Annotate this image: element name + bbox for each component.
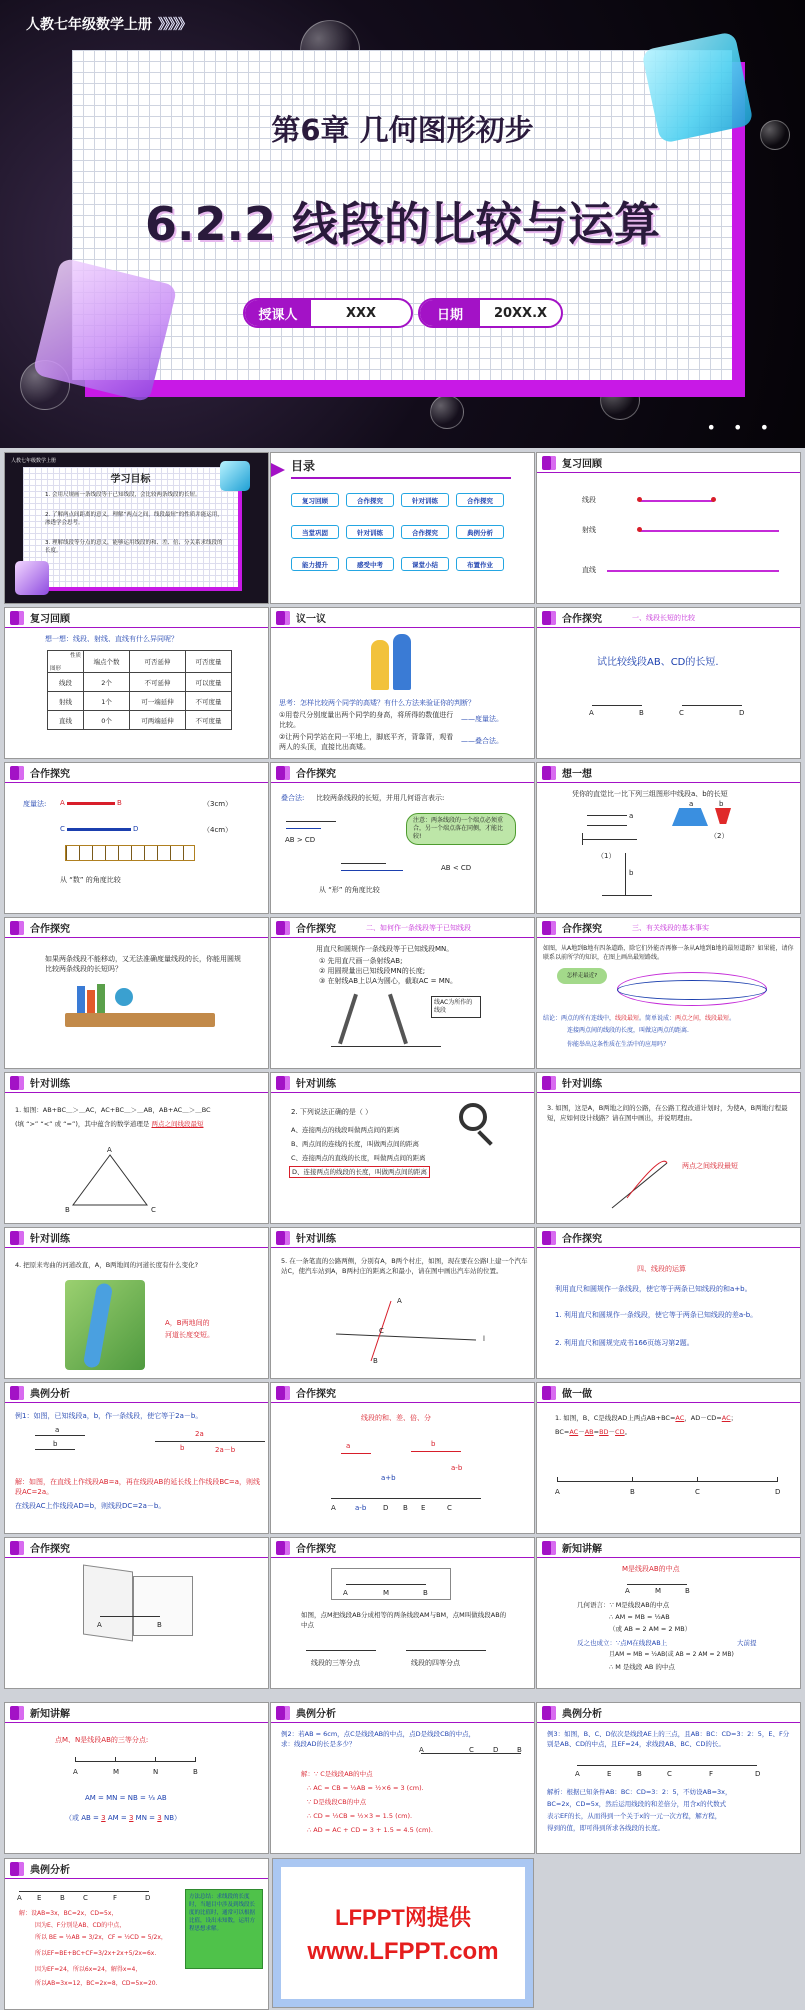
section-title: 四、线段的运算 <box>637 1265 686 1273</box>
header-marker-icon <box>542 1231 556 1245</box>
header-marker-icon <box>10 1386 24 1400</box>
task-1: 1. 利用直尺和圆规作一条线段，使它等于两条已知线段的差a-b。 <box>555 1311 758 1319</box>
teacher-value: XXX <box>345 305 377 321</box>
point-label: C <box>695 1488 700 1496</box>
solution-3: 所以 BE = ½AB = 3/2x，CF = ½CD = 5/2x， <box>35 1934 167 1941</box>
slide-title: 针对训练 <box>296 1079 336 1090</box>
header-marker-icon <box>10 611 24 625</box>
slide-title: 合作探究 <box>296 924 336 935</box>
table-row: 射线 1个 可一端延伸 不可度量 <box>48 692 232 711</box>
label-a: a <box>629 812 634 820</box>
slide-title: 新知讲解 <box>30 1709 70 1720</box>
point-label: D <box>133 825 139 833</box>
solution-1: 解：∵ C是线段AB的中点 <box>301 1770 373 1778</box>
point-label: B <box>517 1746 522 1754</box>
slide-measure-method[interactable] <box>4 762 269 914</box>
label-a-plus-b: a+b <box>381 1474 396 1482</box>
point-label: a-b <box>355 1504 367 1512</box>
point-label: A <box>331 1504 336 1512</box>
label-ray: 射线 <box>582 526 596 534</box>
formula-2: （或 AB = 3 AM = 3 MN = 3 NB） <box>65 1814 182 1822</box>
road-figure <box>607 1143 707 1213</box>
formula-1: 几何语言：∵ M是线段AB的中点 <box>577 1601 670 1609</box>
point-label: B <box>117 799 122 807</box>
conclusion: 结论：两点的所有连线中，线段最短。简单说成：两点之间，线段最短。 <box>543 1015 736 1022</box>
slide-trisection[interactable] <box>4 1702 269 1854</box>
answer-line-2: 河道长度变短。 <box>165 1331 214 1339</box>
point-label: A <box>625 1587 630 1595</box>
length-value: （3cm） <box>203 800 233 808</box>
toc-item[interactable]: 合作探究 <box>401 525 449 539</box>
question: 例1：如图，已知线段a，b，作一条线段，使它等于2a－b。 <box>15 1412 203 1420</box>
table-corner-top: 性质 <box>69 653 81 659</box>
slide-title: 合作探究 <box>30 924 70 935</box>
header-marker-icon <box>10 1862 24 1876</box>
toc-item[interactable]: 布置作业 <box>456 557 504 571</box>
header-marker-icon <box>542 1076 556 1090</box>
slide-practice-1[interactable] <box>4 1072 269 1224</box>
date-label: 日期 <box>420 300 480 326</box>
question: 如果两条线段不能移动，又无法准确度量线段的长，你能用圆规比较两条线段的长短吗？ <box>45 955 241 973</box>
header-marker-icon <box>10 1706 24 1720</box>
label-a: a <box>55 1426 60 1434</box>
compass-icon <box>338 994 358 1045</box>
question: 2. 下列说法正确的是（ ） <box>291 1108 373 1116</box>
header-marker-icon <box>276 766 290 780</box>
slide-sum-diff[interactable] <box>270 1382 535 1534</box>
header-marker-icon <box>10 1541 24 1555</box>
point-label: M <box>383 1589 390 1597</box>
point-label: A <box>17 1894 22 1902</box>
cube-icon <box>15 561 49 595</box>
question-line-2: (填 “>” “<” 或 “=”)，其中蕴含的数学道理是 两点之间线段最短 <box>15 1120 204 1128</box>
footer-slide[interactable] <box>272 1858 534 2008</box>
answer-1: ①用卷尺分别度量出两个同学的身高，将所得的数值进行比较。 <box>279 711 454 729</box>
desk-icon <box>65 1013 215 1027</box>
header-marker-icon <box>276 921 290 935</box>
point-label: B <box>193 1768 198 1776</box>
table-row: 线段 2个 不可延伸 可以度量 <box>48 673 232 692</box>
slide-title: 典例分析 <box>562 1709 602 1720</box>
step-1: ① 先用直尺画一条射线AB; <box>319 957 403 965</box>
header-marker-icon <box>10 921 24 935</box>
arrow-icon <box>271 463 285 477</box>
question: 想一想：线段、射线、直线有什么异同呢？ <box>45 635 178 643</box>
label-b: b <box>629 869 634 877</box>
question: 5. 在一条笔直的公路两侧，分别有A，B两个村庄，如图，现在要在公路l上建一个汽车站C，使汽车站到A，B两村庄的距离之和最小，请在图中画出汽车站的位置。 <box>281 1257 528 1275</box>
properties-table <box>47 650 232 730</box>
exercise-line-2: BC=AC－AB=BD－CD。 <box>555 1428 632 1436</box>
student-icon <box>393 634 411 690</box>
point-label: A <box>343 1589 348 1597</box>
slide-title: 合作探究 <box>296 1389 336 1400</box>
label-2a: 2a <box>195 1430 204 1438</box>
toc-item[interactable]: 课堂小结 <box>401 557 449 571</box>
point-label: A <box>107 1146 112 1154</box>
instruction: 试比较线段AB、CD的长短. <box>597 657 719 668</box>
magnifier-icon <box>459 1103 487 1131</box>
slide-review-table[interactable] <box>4 607 269 759</box>
point-label: B <box>157 1621 162 1629</box>
slide-title: 新知讲解 <box>562 1544 602 1555</box>
slide-compass-question[interactable] <box>4 917 269 1069</box>
slide-title: 典例分析 <box>296 1709 336 1720</box>
slide-title: 做一做 <box>562 1389 592 1400</box>
label-a-minus-b: a-b <box>451 1464 463 1472</box>
label-a: a <box>346 1442 351 1450</box>
slide-segment-operations[interactable] <box>536 1227 801 1379</box>
point-label: D <box>145 1894 151 1902</box>
solution-1: 解：如图，在直线上作线段AB=a，再在线段AB的延长线上作线段BC=a，则线段AC=2a。 <box>15 1478 261 1496</box>
slide-title: 合作探究 <box>30 1544 70 1555</box>
point-label: B <box>637 1770 642 1778</box>
header-marker-icon <box>542 1386 556 1400</box>
analysis-1: 解析：根据已知条件AB：BC：CD=3：2：5，不妨设AB=3x， <box>547 1788 732 1796</box>
header-marker-icon <box>10 1231 24 1245</box>
slide-example-2[interactable] <box>270 1702 535 1854</box>
slide-basic-fact[interactable] <box>536 917 801 1069</box>
chevrons-icon: 》》》》》 <box>158 17 190 33</box>
slide-title: 针对训练 <box>296 1234 336 1245</box>
line-label: l <box>483 1335 485 1343</box>
length-value: （4cm） <box>203 826 233 834</box>
converse-1: 反之也成立：∵点M在线段AB上 <box>577 1639 668 1647</box>
formula-1: AM = MN = NB = ⅓ AB <box>85 1794 167 1802</box>
lesson-title: 6.2.2 线段的比较与运算 <box>145 197 660 251</box>
goal-3: 3. 理解线段等分点的意义，能够运用线段的和、差、倍、分关系求线段的长度。 <box>45 540 223 554</box>
formula-2: ∴ AM = MB = ½AB <box>609 1613 670 1621</box>
slide-discuss[interactable] <box>270 607 535 759</box>
slide-intuition[interactable] <box>536 762 801 914</box>
trapezoid-icon <box>672 808 708 826</box>
point-label: D <box>775 1488 781 1496</box>
slide-title: 合作探究 <box>296 1544 336 1555</box>
slide-title: 合作探究 <box>296 769 336 780</box>
method-summary: 方法总结：求线段的长度时，当题目中涉及到线段长度的比值时，通常可以根据比值，设出未知数，运用方程思想求解。 <box>185 1889 263 1969</box>
caption-1: （1） <box>597 852 616 860</box>
point-label: C <box>679 709 684 717</box>
step-3: ③ 在射线AB上以A为圆心，截取AC = MN。 <box>319 977 458 985</box>
slide-compare-segments[interactable] <box>536 607 801 759</box>
chapter-title: 第6章 几何图形初步 <box>271 113 534 147</box>
paper-icon <box>83 1564 133 1641</box>
thought-bubble: 怎样走最近? <box>557 968 607 984</box>
caption-trisection: 线段的三等分点 <box>311 1659 360 1667</box>
date-value: 20XX.X <box>493 305 548 321</box>
label-line: 直线 <box>582 566 596 574</box>
slide-title: 针对训练 <box>30 1234 70 1245</box>
slide-fold[interactable] <box>4 1537 269 1689</box>
header-marker-icon <box>542 1541 556 1555</box>
point-label: B <box>60 1894 65 1902</box>
slide-practice-5[interactable] <box>270 1227 535 1379</box>
caption-2: （2） <box>710 832 729 840</box>
slide-title: 针对训练 <box>30 1079 70 1090</box>
step-2: ② 用圆规量出已知线段MN的长度; <box>319 967 426 975</box>
header-marker-icon <box>276 1541 290 1555</box>
point-label: B <box>65 1206 70 1214</box>
point-label: B <box>639 709 644 717</box>
premise-label: 大前提 <box>737 1639 757 1647</box>
toc-title: 目录 <box>291 459 316 473</box>
table-header: 可否度量 <box>185 651 231 673</box>
question: 3. 如图，这是A，B两地之间的公路，在公路工程改道计划时，为使A，B两地行程最短，应如何设计线路？请在图中画出，并说明理由。 <box>547 1104 788 1122</box>
caption: 从 “数” 的角度比较 <box>60 876 121 884</box>
question: 4. 把原来弯曲的河道改直，A，B两地间的河道长度有什么变化? <box>15 1261 199 1269</box>
point-label: A <box>60 799 65 807</box>
goal-2: 2. 了解两点间距离的意义，理解“两点之间，线段最短”的性质并能运用，渗透学会思考。 <box>45 512 223 526</box>
solution-6: 所以AB=3x=12，BC=2x=8，CD=5x=20. <box>35 1980 158 1987</box>
slide-review-lines[interactable] <box>536 452 801 604</box>
header-marker-icon <box>276 611 290 625</box>
toc-item[interactable]: 合作探究 <box>346 493 394 507</box>
option-d[interactable]: D、连接两点的线段的长度，叫做两点间的距离 <box>289 1166 430 1178</box>
slide-brand: 人教七年级数学上册 <box>11 458 57 464</box>
toc-item[interactable]: 典例分析 <box>456 525 504 539</box>
topic: 线段的和、差、倍、分 <box>361 1414 431 1422</box>
toc-item[interactable]: 合作探究 <box>456 493 504 507</box>
cover-slide[interactable] <box>0 0 805 448</box>
slide-midpoint[interactable] <box>270 1537 535 1689</box>
slide-title: 想一想 <box>562 769 592 780</box>
header-marker-icon <box>276 1231 290 1245</box>
teacher-pill <box>243 298 413 328</box>
slide-title: 复习回顾 <box>562 459 602 470</box>
option-c[interactable]: C、连接两点的直线的长度，叫做两点间的距离 <box>291 1154 426 1162</box>
point-label: A <box>555 1488 560 1496</box>
caption: 从 “形” 的角度比较 <box>319 886 380 894</box>
solution-3: ∵ D是线段CB的中点 <box>307 1798 367 1806</box>
slide-overlap-method[interactable] <box>270 762 535 914</box>
note-bubble: 注意：两条线段的一个端点必须重合，另一个端点落在同侧，才能比较! <box>406 813 516 845</box>
provider-url[interactable]: www.LFPPT.com <box>307 1937 499 1965</box>
answer: 两点之间线段最短 <box>682 1162 738 1170</box>
solution-5: ∴ AD = AC + CD = 3 + 1.5 = 4.5 (cm). <box>307 1826 433 1834</box>
point-label: B <box>685 1587 690 1595</box>
task-2: 2. 利用直尺和圆规完成书166页练习第2题。 <box>555 1339 694 1347</box>
answer-line-1: A，B两地间的 <box>165 1319 210 1327</box>
slide-example-3-solution[interactable] <box>4 1858 269 2010</box>
point-label: F <box>709 1770 714 1778</box>
toc-item[interactable]: 针对训练 <box>346 525 394 539</box>
goals-title: 学习目标 <box>110 474 151 485</box>
point-label: C <box>83 1894 88 1902</box>
solution-2: ∴ AC = CB = ½AB = ½×6 = 3 (cm). <box>307 1784 424 1792</box>
definition: 如图，点M把线段AB分成相等的两条线段AM与BM，点M叫做线段AB的中点 <box>301 1611 507 1629</box>
table-corner-bottom: 图形 <box>50 666 62 672</box>
goal-1: 1. 会用尺规画一条线段等于已知线段，会比较两条线段的长短。 <box>45 492 201 498</box>
formula-3: （或 AB = 2 AM = 2 MB） <box>609 1625 692 1633</box>
toc-item[interactable]: 针对训练 <box>401 493 449 507</box>
result-2: AB < CD <box>441 864 472 872</box>
point-label: N <box>153 1768 159 1776</box>
cube-icon <box>641 31 754 144</box>
method-label: 度量法: <box>23 800 47 808</box>
point-label: A <box>419 1746 424 1754</box>
think-text: 思考：怎样比较两个同学的高矮？有什么方法来验证你的判断？ <box>279 699 475 707</box>
road-figure <box>331 1296 481 1366</box>
callout: 线AC为所作的线段 <box>431 996 481 1018</box>
point-label: F <box>113 1894 118 1902</box>
slide-title: 典例分析 <box>30 1389 70 1400</box>
point-label: C <box>151 1206 156 1214</box>
step-intro: 用直尺和圆规作一条线段等于已知线段MN。 <box>316 945 454 953</box>
toc-item[interactable]: 当堂巩固 <box>291 525 339 539</box>
point-label: M <box>113 1768 120 1776</box>
header-marker-icon <box>542 611 556 625</box>
exercise-line-1: 1. 如图，B、C是线段AD上两点AB+BC=AC，AD－CD=AC； <box>555 1414 738 1422</box>
point-label: B <box>403 1504 408 1512</box>
brand-title: 人教七年级数学上册 》》》》》 <box>26 17 190 33</box>
point-label: C <box>667 1770 672 1778</box>
midpoint-title: M是线段AB的中点 <box>622 1565 680 1573</box>
slide-subtitle: 三、有关线段的基本事实 <box>632 923 709 932</box>
slide-title: 合作探究 <box>562 614 602 625</box>
point-label: B <box>423 1589 428 1597</box>
solution-4: ∴ CD = ½CB = ½×3 = 1.5 (cm). <box>307 1812 413 1820</box>
analysis-3: 表示EF的长，从而得到一个关于x的一元一次方程，解方程， <box>547 1812 722 1820</box>
globe-icon <box>115 988 133 1006</box>
label-segment: 线段 <box>582 496 596 504</box>
slide-practice-2[interactable] <box>270 1072 535 1224</box>
header-marker-icon <box>10 766 24 780</box>
solution-4: 所以EF=BE+BC+CF=3/2x+2x+5/2x=6x. <box>35 1950 157 1957</box>
option-b[interactable]: B、两点间的连线的长度，叫做两点间的距离 <box>291 1140 419 1148</box>
slide-example-3[interactable] <box>536 1702 801 1854</box>
table-header: 端点个数 <box>84 651 130 673</box>
slide-learning-goals[interactable] <box>4 452 269 604</box>
header-marker-icon <box>276 1076 290 1090</box>
instruction: 比较两条线段的长短，并用几何语言表示: <box>316 794 445 802</box>
answer-1-method: ——度量法。 <box>461 715 503 723</box>
slide-practice-3[interactable] <box>536 1072 801 1224</box>
teacher-label: 授课人 <box>245 300 311 326</box>
question: 例2：若AB = 6cm，点C是线段AB的中点，点D是线段CB的中点，求：线段AD的长是多少？ <box>281 1730 476 1748</box>
distance-definition: 连接两点间的线段的长度，叫做这两点的距离. <box>567 1027 689 1034</box>
slide-subtitle: 二、如何作一条线段等于已知线段 <box>366 923 471 932</box>
cup-icon <box>715 808 731 824</box>
point-label: D <box>755 1770 761 1778</box>
ruler-icon <box>65 845 195 861</box>
header-marker-icon <box>276 1706 290 1720</box>
cube-icon <box>220 461 250 491</box>
point-label: E <box>607 1770 612 1778</box>
header-marker-icon <box>542 456 556 470</box>
triangle-figure <box>65 1153 155 1213</box>
label-b-red: b <box>180 1444 185 1452</box>
header-marker-icon <box>542 766 556 780</box>
label-a: a <box>689 800 694 808</box>
provider-text: LFPPT网提供 <box>335 1904 471 1930</box>
task-intro: 利用直尺和圆规作一条线段，使它等于两条已知线段的和a+b。 <box>555 1285 752 1293</box>
toc-item[interactable]: 能力提升 <box>291 557 339 571</box>
point-label: C <box>447 1504 452 1512</box>
answer-2-method: ——叠合法。 <box>461 737 503 745</box>
point-label: A <box>97 1621 102 1629</box>
problem-text: 如图，从A地到B地有四条道路，除它们外能否再修一条从A地到B地的最短道路？如果能，请你联系以前所学的知识，在图上画出最短路线。 <box>543 945 794 961</box>
converse-2: 且AM = MB = ½AB(或 AB = 2 AM = 2 MB) <box>609 1651 734 1658</box>
point-label: M <box>655 1587 662 1595</box>
slide-practice-4[interactable] <box>4 1227 269 1379</box>
application-question: 你能举出这条性质在生活中的应用吗？ <box>567 1041 670 1048</box>
solution-2: 在线段AC上作线段AD=b，则线段DC=2a－b。 <box>15 1502 166 1510</box>
slide-title: 合作探究 <box>30 769 70 780</box>
slide-title: 议一议 <box>296 614 326 625</box>
toc-item[interactable]: 感受中考 <box>346 557 394 571</box>
instruction: 凭你的直觉比一比下列三组图形中线段a、b的长短 <box>572 790 728 798</box>
slide-title: 复习回顾 <box>30 614 70 625</box>
slide-title: 合作探究 <box>562 1234 602 1245</box>
header-marker-icon <box>542 1706 556 1720</box>
point-label: A <box>73 1768 78 1776</box>
solution-1: 解：设AB=3x，BC=2x，CD=5x， <box>19 1910 118 1917</box>
slide-subtitle: 一、线段长短的比较 <box>632 613 695 622</box>
question: 例3：如图，B、C、D依次是线段AE上的三点，且AB：BC：CD=3：2：5，E、F分别是AB、CD的中点，且EF=24，求线段AB、BC、CD的长。 <box>547 1730 790 1748</box>
caption-quadrisection: 线段的四等分点 <box>411 1659 460 1667</box>
solution-5: 因为EF=24，所以6x=24，解得x=4， <box>35 1966 142 1973</box>
option-a[interactable]: A、连接两点的线段叫做两点间的距离 <box>291 1126 400 1134</box>
table-row: 直线 0个 可两端延伸 不可度量 <box>48 711 232 730</box>
method-label: 叠合法: <box>281 794 305 802</box>
label-b: b <box>719 800 724 808</box>
point-label: C <box>379 1327 384 1335</box>
result-1: AB > CD <box>285 836 316 844</box>
slide-example-1[interactable] <box>4 1382 269 1534</box>
trisection-title: 点M、N是线段AB的三等分点: <box>55 1736 149 1744</box>
header-marker-icon <box>10 1076 24 1090</box>
slide-title: 合作探究 <box>562 924 602 935</box>
label-b: b <box>53 1440 58 1448</box>
point-label: E <box>421 1504 426 1512</box>
slide-construction[interactable] <box>270 917 535 1069</box>
point-label: A <box>589 709 594 717</box>
converse-3: ∴ M 是线段 AB 的中点 <box>609 1663 675 1671</box>
toc-item[interactable]: 复习回顾 <box>291 493 339 507</box>
point-label: D <box>739 709 745 717</box>
point-label: E <box>37 1894 42 1902</box>
point-label: D <box>493 1746 499 1754</box>
point-label: C <box>469 1746 474 1754</box>
point-label: A <box>397 1297 402 1305</box>
slide-title: 典例分析 <box>30 1865 70 1876</box>
point-label: B <box>373 1357 378 1365</box>
point-label: A <box>575 1770 580 1778</box>
date-pill <box>418 298 563 328</box>
slide-toc[interactable] <box>270 452 535 604</box>
slide-midpoint-language[interactable] <box>536 1537 801 1689</box>
dots-icon: • • • <box>706 418 775 437</box>
slide-try-it[interactable] <box>536 1382 801 1534</box>
table-header: 可否延伸 <box>130 651 186 673</box>
question-line-1: 1. 如图：AB+BC＿＞＿AC，AC+BC＿＞＿AB，AB+AC＿＞＿BC <box>15 1106 211 1114</box>
label-b: b <box>431 1440 436 1448</box>
point-label: C <box>60 825 65 833</box>
analysis-2: BC=2x，CD=5x，然后运用线段的和差倍分，用含x的代数式 <box>547 1800 727 1808</box>
compass-icon <box>388 994 408 1045</box>
point-label: D <box>383 1504 389 1512</box>
student-icon <box>371 640 389 690</box>
header-marker-icon <box>542 921 556 935</box>
header-marker-icon <box>276 1386 290 1400</box>
label-2a-minus-b: 2a－b <box>215 1446 236 1454</box>
point-label: B <box>630 1488 635 1496</box>
answer-2: ②让两个同学站在同一平地上，脚底平齐，背靠背，观看两人的头顶，直接比出高矮。 <box>279 733 454 751</box>
analysis-4: 得到的值，即可得到所求各线段的长度。 <box>547 1824 664 1832</box>
solution-2: 因为E、F分别是AB、CD的中点， <box>35 1922 126 1929</box>
slide-title: 针对训练 <box>562 1079 602 1090</box>
